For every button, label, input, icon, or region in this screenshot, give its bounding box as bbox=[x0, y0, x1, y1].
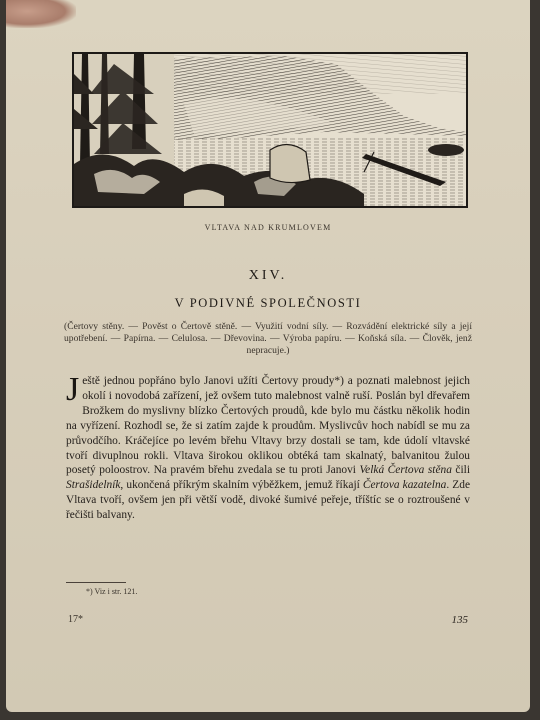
page-number: 135 bbox=[451, 614, 468, 626]
body-text-4: . Zde Vltava tvoří, ovšem jen při větší vodě, divoké šumivé peřeje, tříštíc se o roztroušené v řečišti balvany. bbox=[66, 479, 470, 522]
thumb bbox=[6, 0, 76, 28]
printer-signature: 17* bbox=[68, 614, 83, 625]
body-text-3: , ukončená příkrým skalním výběžkem, jemuž říkají bbox=[120, 479, 363, 492]
body-paragraph bbox=[66, 371, 470, 523]
engraving-illustration bbox=[72, 52, 468, 208]
body-italic-1: Velká Čertova stěna bbox=[359, 464, 452, 477]
body-text-1: eště jednou popřáno bylo Janovi užíti Čertovy proudy*) a poznati malebnost jejich okolí i novodobá zařízení, jež ovšem tuto malebnost valně ruší. Poslán byl dřevařem Brožkem do myslivny blízko Čertových proudů, kde bylo mu částku několik hodin na vyřízení. Rozhodl se, že si zatím zajde k proudům. Myslivcův hoch nabídl se mu za průvodčího. Kráčejíce po levém břehu Vltavy brzy dostali se tam, kde údolí vltavské tvoří divuplnou rokli. Vltava širokou oklikou obtéká tam skalnatý, balvanitou žulou posetý poloostrov. Na pravém břehu zvedala se tu proti Janovi bbox=[66, 375, 470, 477]
body-italic-2: Strašidelník bbox=[66, 479, 121, 492]
chapter-title: V PODIVNÉ SPOLEČNOSTI bbox=[174, 296, 362, 310]
chapter-summary: (Čertovy stěny. — Pověst o Čertově stěně. — Využití vodní síly. — Rozvádění elektrické síly a její upotřebení. — Papírna. — Celulosa. — Dřevovina. — Výroba papíru. — Koňská síla. — Člověk, jenž nepracuje.) bbox=[64, 321, 472, 356]
footnote: *) Viz i str. 121. bbox=[86, 587, 138, 596]
illustration-caption: VLTAVA NAD KRUMLOVEM bbox=[204, 223, 332, 232]
body-text-2: čili bbox=[451, 464, 470, 477]
drop-cap: J bbox=[66, 371, 80, 408]
book-page bbox=[6, 0, 530, 712]
body-italic-3: Čertova kazatelna bbox=[362, 479, 447, 492]
chapter-number: XIV. bbox=[248, 268, 288, 283]
footnote-rule bbox=[66, 582, 126, 583]
